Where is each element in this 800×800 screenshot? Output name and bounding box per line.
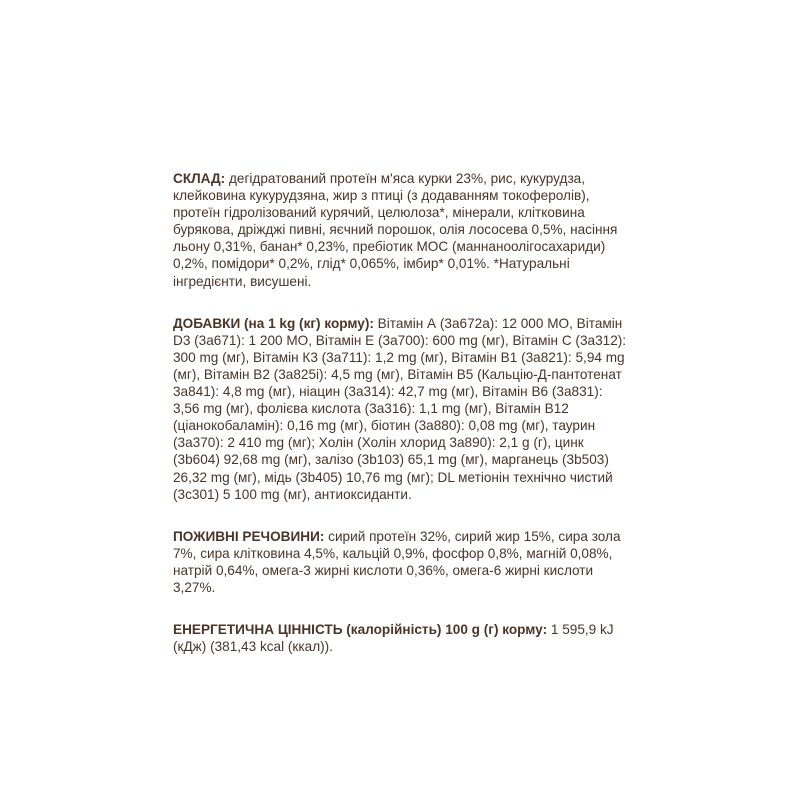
energy-heading: ЕНЕРГЕТИЧНА ЦІННІСТЬ (калорійність) 100 g (г) корму: xyxy=(173,622,548,638)
energy-paragraph xyxy=(173,621,628,655)
composition-heading: СКЛАД: xyxy=(173,171,226,186)
energy-section xyxy=(173,621,628,655)
nutrients-text: сирий протеїн 32%, сирий жир 15%, сира зола 7%, сира клітковина 4,5%, кальцій 0,9%, фосфор 0,8%, магній 0,08%, натрій 0,64%, омега-3 жирні кислоти 0,36%, омега-6 жирні кислоти 3,27%. xyxy=(173,528,621,595)
additives-text: Вітамін А (3a672a): 12 000 МО, Вітамін D3 (3a671): 1 200 МО, Вітамін Е (3a700): 600 mg (мг), Вітамін С (3a312): 300 mg (мг), Вітамін К3 (3a711): 1,2 mg (мг), Вітамін В1 (3a821): 5,94 mg (мг), Вітамін В2 (3a825i): 4,5 mg (мг), Вітамін В5 (Кальцію-Д-пантотенат 3a841): 4,8 mg (мг), ніацин (3a314): 42,7 mg (мг), Вітамін В6 (3a831): 3,56 mg (мг), фолієва кислота (3a316): 1,1 mg (мг), Вітамін В12 (ціанокобаламін): 0,16 mg (мг), біотин (3a880): 0,08 mg (мг), таурин (3a370): 2 410 mg (мг); Холін (Холін хлорид 3a890): 2,1 g (г), цинк (3b604) 92,68 mg (мг), залізо (3b103) 65,1 mg (мг), марганець (3b503) 26,32 mg (мг), мідь (3b405) 10,76 mg (мг); DL метіонін технічно чистий (3c301) 5 100 mg (мг), антиоксиданти. xyxy=(173,315,627,502)
composition-paragraph xyxy=(173,170,628,290)
nutrients-section xyxy=(173,528,628,596)
additives-section xyxy=(173,315,628,503)
nutrients-paragraph xyxy=(173,528,628,596)
composition-section xyxy=(173,170,628,290)
nutrients-heading: ПОЖИВНІ РЕЧОВИНИ: xyxy=(173,528,325,544)
composition-text: дегідратований протеїн м'яса курки 23%, рис, кукурудза, клейковина кукурудзяна, жир з птиці (з додаванням токоферолів), протеїн гідролізований курячий, целюлоза*, мінерали, клітковина бурякова, дріжджі пивні, яєчний порошок, олія лососева 0,5%, насіння льону 0,31%, банан* 0,23%, пребіотик МОС (маннаноолігосахариди) 0,2%, помідори* 0,2%, глід* 0,065%, імбир* 0,01%. *Натуральні інгредієнти, висушені. xyxy=(173,171,618,289)
energy-text: 1 595,9 kJ (кДж) (381,43 kcal (ккал)). xyxy=(173,622,614,655)
additives-paragraph xyxy=(173,315,628,503)
additives-heading: ДОБАВКИ (на 1 kg (кг) корму): xyxy=(173,315,374,331)
